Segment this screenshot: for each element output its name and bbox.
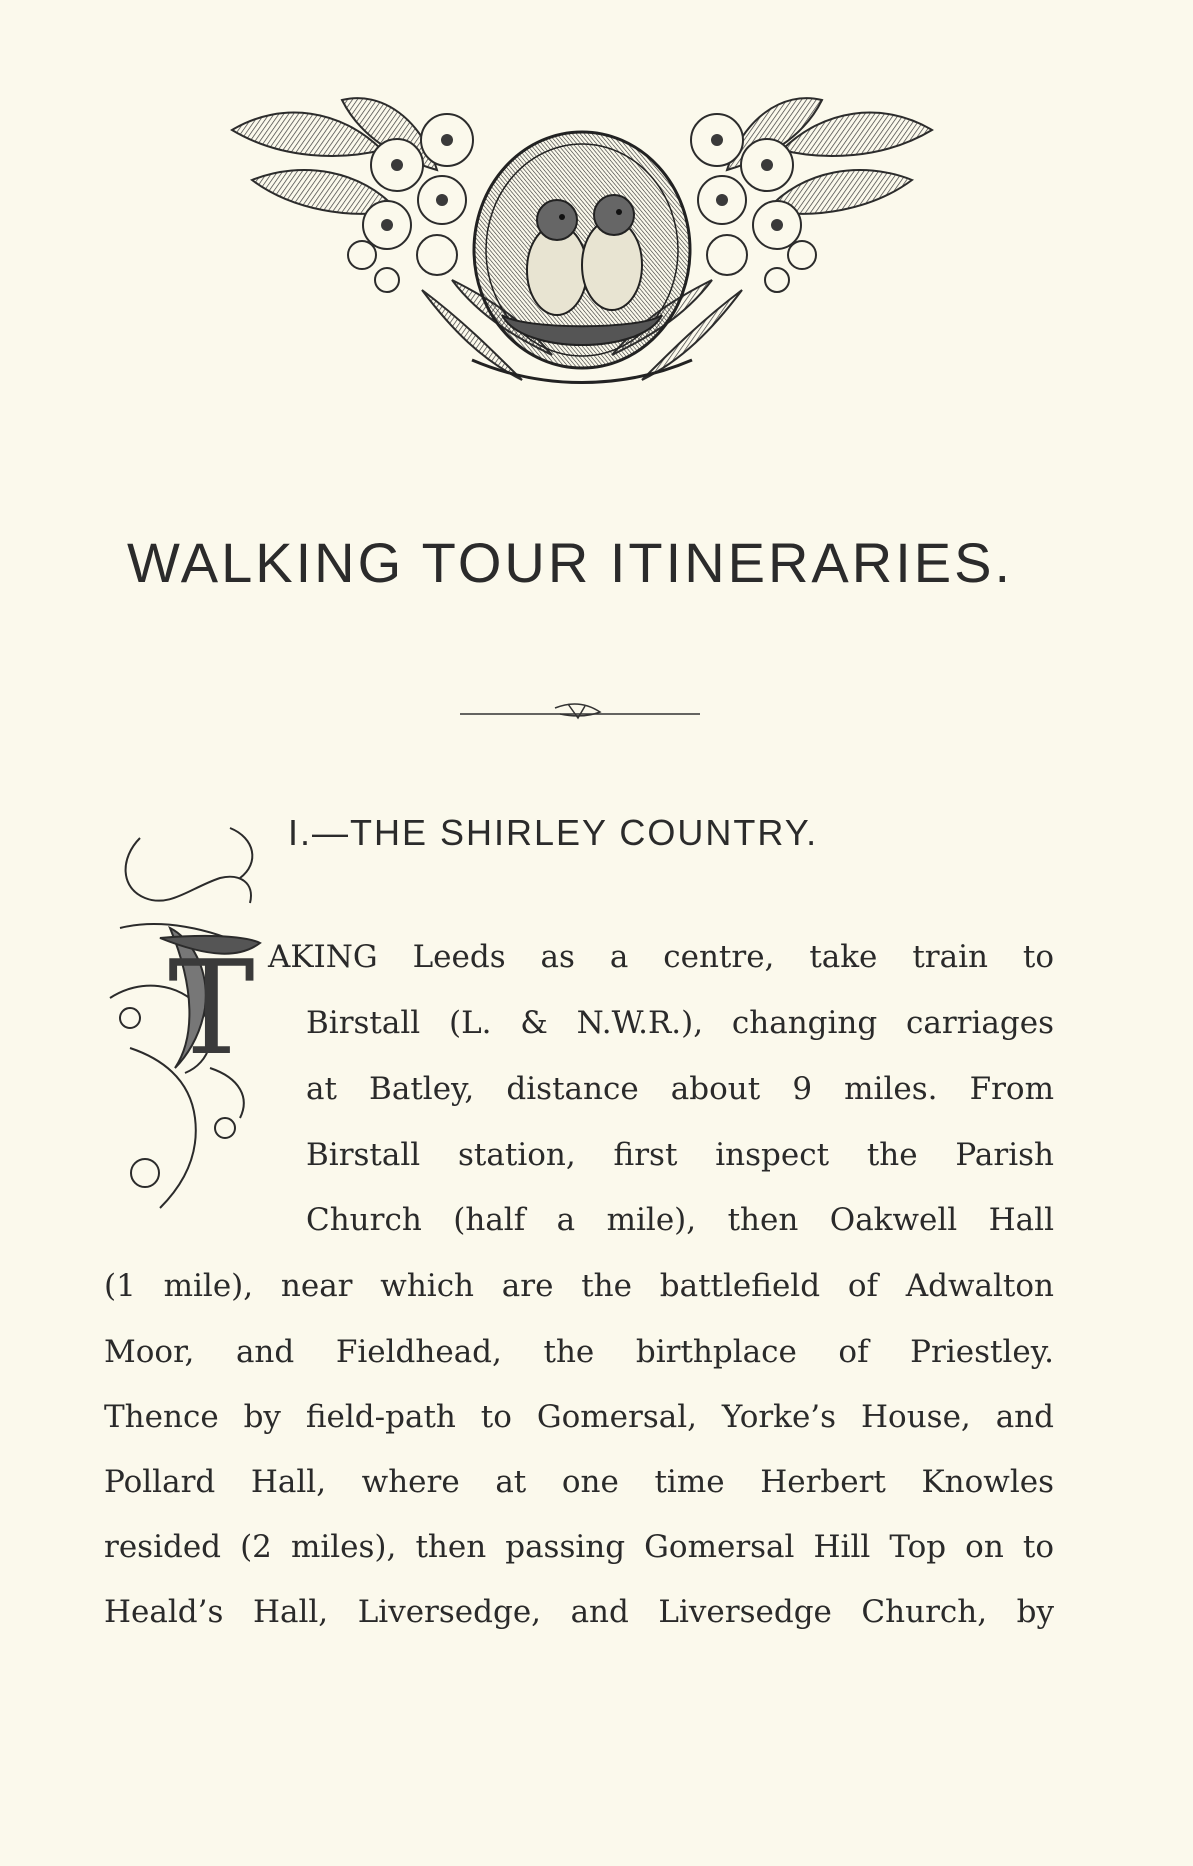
text-line: Heald’s Hall, Liversedge, and Liversedge Church, by <box>104 1594 1054 1630</box>
floral-initial-icon <box>100 818 270 1228</box>
text-line: at Batley, distance about 9 miles. From <box>306 1071 1054 1107</box>
text-line: Pollard Hall, where at one time Herbert Knowles <box>104 1464 1054 1500</box>
text-line: Birstall station, first inspect the Parish <box>306 1137 1054 1173</box>
text-line: Birstall (L. & N.W.R.), changing carriages <box>306 1005 1054 1041</box>
drop-cap-letter: T <box>168 932 255 1084</box>
flourish-divider-icon <box>460 700 700 724</box>
text-line: Thence by field-path to Gomersal, Yorke’s House, and <box>104 1399 1054 1435</box>
text-line: AKING Leeds as a centre, take train to <box>268 939 1054 975</box>
page-title: WALKING TOUR ITINERARIES. <box>126 531 1014 594</box>
birds-nest-vignette-icon <box>222 90 942 390</box>
text-line: Church (half a mile), then Oakwell Hall <box>306 1202 1054 1238</box>
section-title: I.—THE SHIRLEY COUNTRY. <box>288 812 819 853</box>
text-line: resided (2 miles), then passing Gomersal Hill Top on to <box>104 1529 1054 1565</box>
text-line: (1 mile), near which are the battlefield of Adwalton <box>104 1268 1054 1304</box>
text-line: Moor, and Fieldhead, the birthplace of Priestley. <box>104 1334 1054 1370</box>
